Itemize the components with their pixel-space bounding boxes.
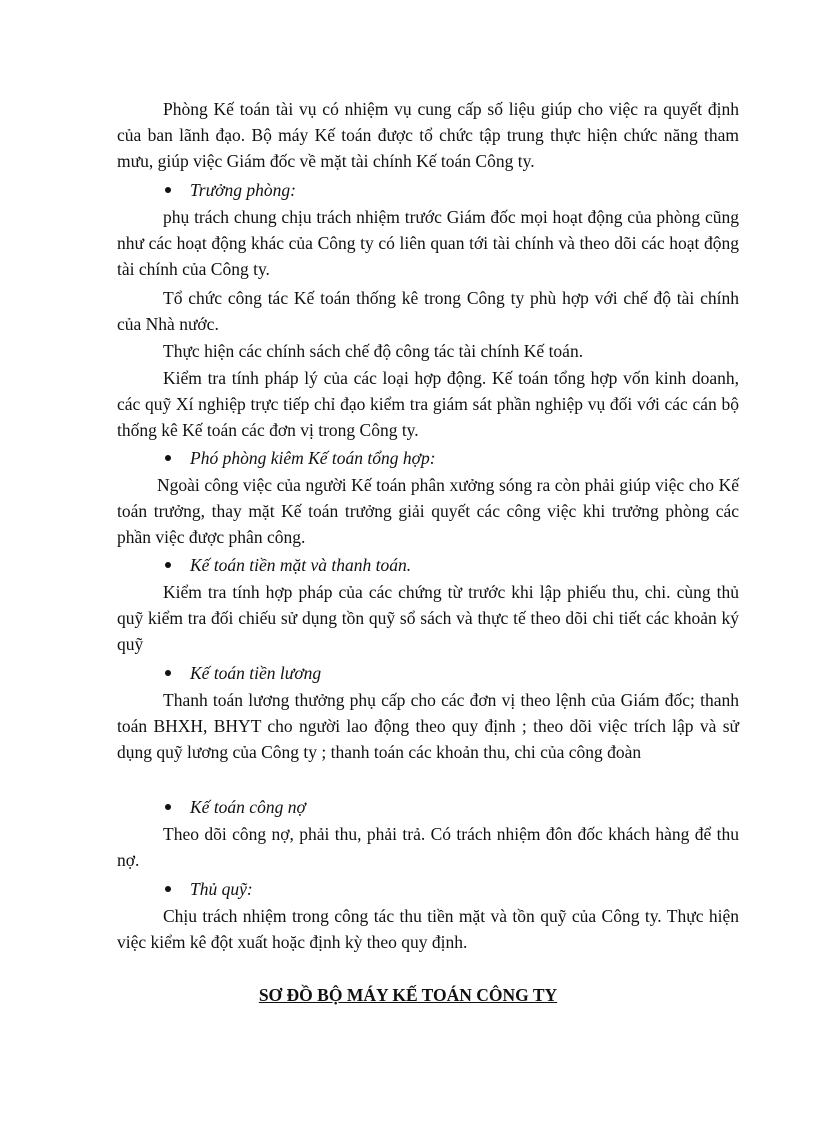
bullet-label: Thủ quỹ: — [190, 879, 253, 899]
tien-mat-paragraph: Kiểm tra tính hợp pháp của các chứng từ trước khi lập phiếu thu, chi. cùng thủ quỹ kiểm tra đối chiếu sử dụng tồn quỹ sổ sách và thực tế theo dõi chi tiết các khoản ký quỹ — [117, 582, 739, 654]
intro-paragraph: Phòng Kế toán tài vụ có nhiệm vụ cung cấp số liệu giúp cho việc ra quyết định của ban lãnh đạo. Bộ máy Kế toán được tổ chức tập trung thực hiện chức năng tham mưu, giúp việc Giám đốc về mặt tài chính Kế toán Công ty. — [117, 99, 739, 171]
bullet-tien-luong — [165, 660, 321, 686]
bullet-tien-mat — [165, 552, 411, 578]
pho-phong-paragraph: Ngoài công việc của người Kế toán phân xưởng sóng ra còn phải giúp việc cho Kế toán trưởng, thay mặt Kế toán trưởng giải quyết các công việc khi trưởng phòng các phần việc được phân công. — [117, 475, 739, 547]
to-chuc-paragraph: Tổ chức công tác Kế toán thống kê trong Công ty phù hợp với chế độ tài chính của Nhà nước. — [117, 288, 739, 334]
thuc-hien-paragraph: Thực hiện các chính sách chế độ công tác tài chính Kế toán. — [163, 341, 584, 361]
section-heading: SƠ ĐỒ BỘ MÁY KẾ TOÁN CÔNG TY — [258, 985, 558, 1005]
bullet-label: Kế toán tiền mặt và thanh toán. — [190, 555, 412, 575]
bullet-pho-phong — [165, 445, 436, 471]
bullet-cong-no — [165, 794, 306, 820]
bullet-label: Kế toán tiền lương — [190, 663, 322, 683]
bullet-label: Phó phòng kiêm Kế toán tổng hợp: — [190, 448, 436, 468]
cong-no-paragraph: Theo dõi công nợ, phải thu, phải trả. Có trách nhiệm đôn đốc khách hàng để thu nợ. — [117, 824, 739, 870]
thu-quy-paragraph: Chịu trách nhiệm trong công tác thu tiền mặt và tồn quỹ của Công ty. Thực hiện việc kiểm kê đột xuất hoặc định kỳ theo quy định. — [117, 906, 739, 952]
kiem-tra-paragraph: Kiểm tra tính pháp lý của các loại hợp động. Kế toán tổng hợp vốn kinh doanh, các quỹ Xí nghiệp trực tiếp chỉ đạo kiểm tra giám sát phần nghiệp vụ đối với các cán bộ thống kê Kế toán các đơn vị trong Công ty. — [117, 368, 739, 440]
bullet-label: Kế toán công nợ — [190, 797, 306, 817]
truong-phong-paragraph: phụ trách chung chịu trách nhiệm trước Giám đốc mọi hoạt động của phòng cũng như các hoạt động khác của Công ty có liên quan tới tài chính và theo dõi các hoạt động tài chính của Công ty. — [117, 207, 739, 279]
bullet-truong-phong — [165, 177, 296, 203]
tien-luong-paragraph: Thanh toán lương thưởng phụ cấp cho các đơn vị theo lệnh của Giám đốc; thanh toán BHXH, BHYT cho người lao động theo quy định ; theo dõi việc trích lập và sử dụng quỹ lương của Công ty ; thanh toán các khoản thu, chi của công đoàn — [117, 690, 739, 762]
bullet-label: Trưởng phòng: — [190, 180, 296, 200]
bullet-thu-quy — [165, 876, 253, 902]
